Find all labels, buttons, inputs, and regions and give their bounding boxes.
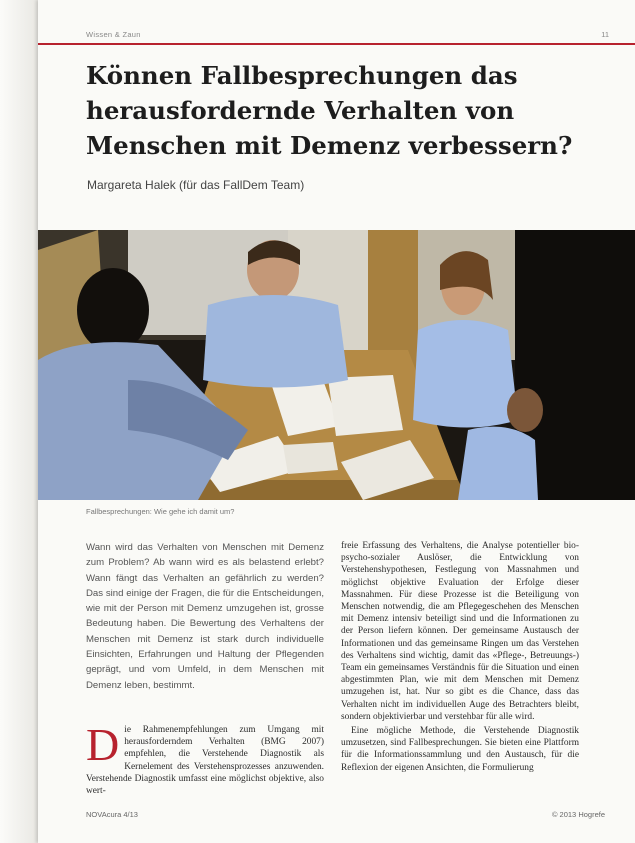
header-rule (38, 43, 635, 45)
title-line-2: herausfordernde Verhalten von (86, 96, 515, 125)
author-line: Margareta Halek (für das FallDem Team) (87, 178, 305, 192)
title-line-1: Können Fallbesprechungen das (86, 61, 518, 90)
photo-illustration (38, 230, 635, 500)
right-column (341, 540, 579, 774)
footer-issue: NOVAcura 4/13 (86, 810, 138, 819)
left-column (86, 540, 324, 797)
footer-copyright: © 2013 Hogrefe (551, 810, 605, 819)
body-paragraph-2: Eine mögliche Methode, die Verstehende Diagnostik umzusetzen, sind Fallbesprechungen. Sie bieten eine Plattform für die Informationssammlung und den Austausch, für die Reflexion der eigenen Ansichten, die Formulierung (341, 726, 579, 773)
drop-cap: D (86, 719, 120, 770)
body-paragraph-1: freie Erfassung des Verhaltens, die Analyse potentieller bio-psycho-sozialer Auslöser, die Entwicklung von Verstehenshypothesen, Festlegung von Massnahmen und möglichst objektive Evaluation der Erfolge dieser Massnahmen. Für diese Prozesse ist die Beteiligung von Menschen notwendig, die am Pflegegeschehen des Menschen mit Demenz intensiv beteiligt sind und die Informationen zu der Person liefern können. Der gemeinsame Austausch der Informationen und das gemeinsame Ringen um das Verstehen des Verhaltens sind wichtig, damit das «Pflege-, Betreuungs-) Team ein gemeinsames Verständnis für die Situation und einen abgestimmten Plan, wie mit dem Menschen mit Demenz umzugehen ist, hat. Nur so gibt es die Chance, dass das Verhalten nicht im individuellen Auge des Betrachters bleibt, sondern objektivierbar und verstehbar für alle wird. (341, 541, 579, 722)
team-meeting-photo (38, 230, 635, 500)
photo-caption: Fallbesprechungen: Wie gehe ich damit um? (86, 507, 235, 516)
page-number-top: 11 (601, 30, 609, 39)
lead-block (86, 719, 324, 797)
scan-edge (0, 0, 38, 843)
magazine-page (38, 0, 635, 843)
section-label: Wissen & Zaun (86, 30, 141, 39)
title-line-3: Menschen mit Demenz verbessern? (86, 131, 573, 160)
lead-paragraph: ie Rahmenempfehlungen zum Umgang mit herausforderndem Verhalten (BMG 2007) empfehlen, die Verstehende Diagnostik als Kernelement des Verstehensprozesses anzuwenden. Verstehende Diagnostik umfasst eine möglichst objektive, also wert- (86, 725, 324, 797)
article-title (86, 58, 606, 163)
intro-paragraph: Wann wird das Verhalten von Menschen mit Demenz zum Problem? Ab wann wird es als belastend erlebt? Wann fängt das Verhalten an gefährlich zu werden? Das sind einige der Fragen, die für die Entscheidungen, wie mit der Person mit Demenz umzugehen ist, grosse Bedeutung haben. Die Bewertung des Verhaltens der Menschen mit Demenz ist stark durch individuelle Einsichten, Erfahrungen und Haltung der Pflegenden geprägt, und vom Umfeld, in dem Menschen mit Demenz leben, bestimmt. (86, 542, 324, 691)
